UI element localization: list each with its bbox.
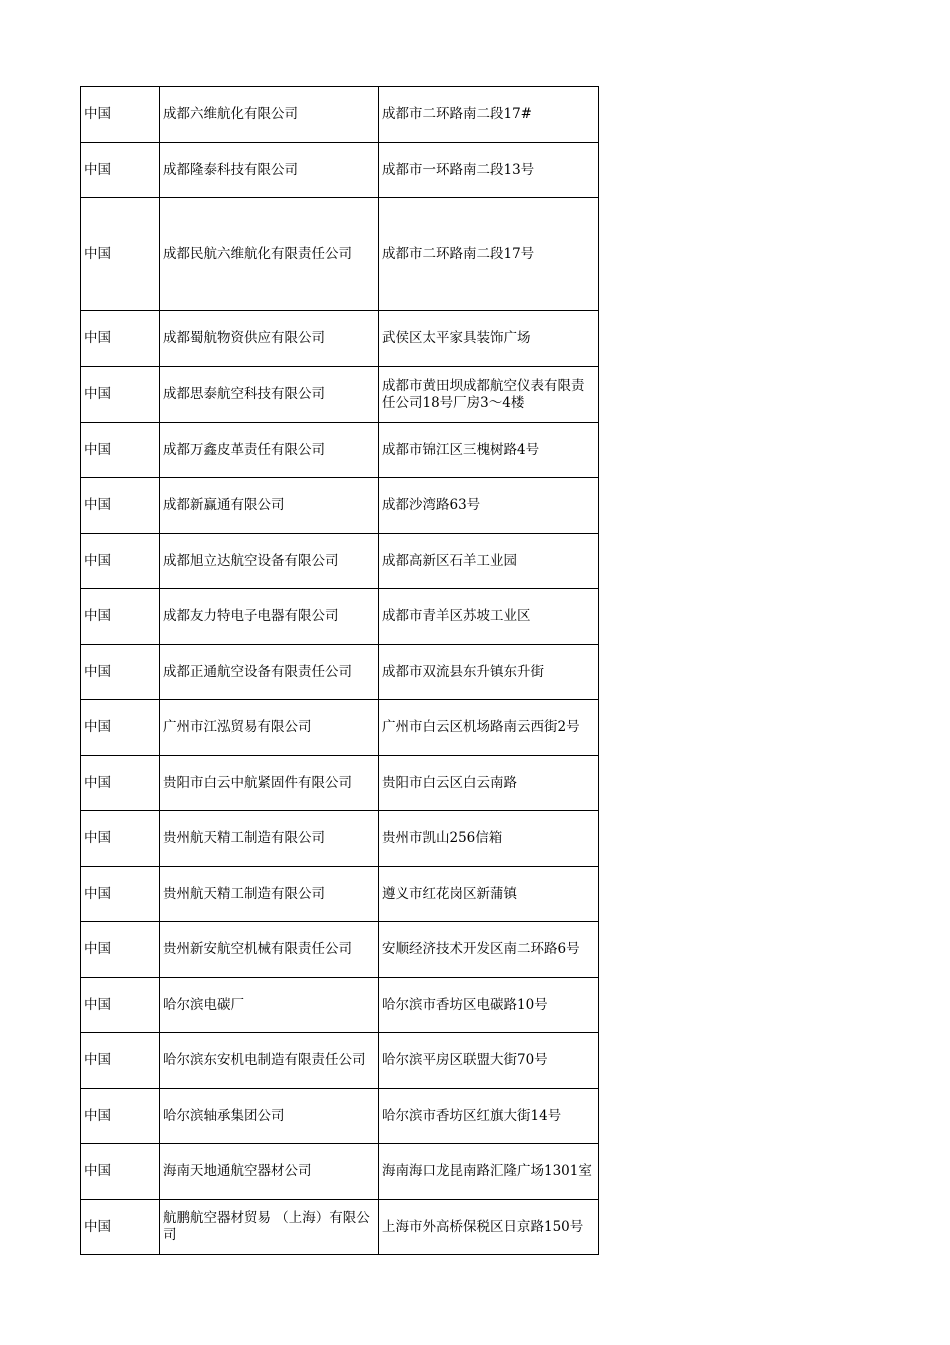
table-row — [81, 311, 599, 367]
address-cell: 贵阳市白云区白云南路 — [379, 756, 599, 811]
address-cell: 广州市白云区机场路南云西街2号 — [379, 700, 599, 756]
country-cell: 中国 — [81, 811, 160, 867]
country-cell: 中国 — [81, 87, 160, 143]
company-cell: 海南天地通航空器材公司 — [160, 1144, 379, 1200]
country-cell: 中国 — [81, 978, 160, 1033]
table-row — [81, 1144, 599, 1200]
table-row — [81, 1089, 599, 1144]
company-cell: 成都民航六维航化有限责任公司 — [160, 198, 379, 311]
company-cell: 贵阳市白云中航紧固件有限公司 — [160, 756, 379, 811]
company-cell: 成都思泰航空科技有限公司 — [160, 367, 379, 423]
company-cell: 广州市江泓贸易有限公司 — [160, 700, 379, 756]
country-cell: 中国 — [81, 756, 160, 811]
table-row — [81, 645, 599, 700]
company-cell: 成都隆泰科技有限公司 — [160, 143, 379, 198]
table-row — [81, 87, 599, 143]
country-cell: 中国 — [81, 367, 160, 423]
country-cell: 中国 — [81, 534, 160, 589]
supplier-table — [80, 86, 599, 1255]
address-cell: 遵义市红花岗区新蒲镇 — [379, 867, 599, 922]
table-row — [81, 756, 599, 811]
address-cell: 成都市二环路南二段17# — [379, 87, 599, 143]
address-cell: 上海市外高桥保税区日京路150号 — [379, 1200, 599, 1255]
address-cell: 成都市锦江区三槐树路4号 — [379, 423, 599, 478]
address-cell: 武侯区太平家具装饰广场 — [379, 311, 599, 367]
country-cell: 中国 — [81, 1089, 160, 1144]
company-cell: 成都六维航化有限公司 — [160, 87, 379, 143]
country-cell: 中国 — [81, 311, 160, 367]
country-cell: 中国 — [81, 922, 160, 978]
table-row — [81, 978, 599, 1033]
company-cell: 成都万鑫皮革责任有限公司 — [160, 423, 379, 478]
country-cell: 中国 — [81, 423, 160, 478]
table-row — [81, 198, 599, 311]
company-cell: 哈尔滨电碳厂 — [160, 978, 379, 1033]
address-cell: 成都市双流县东升镇东升街 — [379, 645, 599, 700]
address-cell: 成都市二环路南二段17号 — [379, 198, 599, 311]
table-body — [81, 87, 599, 1255]
country-cell: 中国 — [81, 700, 160, 756]
country-cell: 中国 — [81, 1200, 160, 1255]
country-cell: 中国 — [81, 478, 160, 534]
table-row — [81, 922, 599, 978]
company-cell: 成都友力特电子电器有限公司 — [160, 589, 379, 645]
company-cell: 成都新赢通有限公司 — [160, 478, 379, 534]
company-cell: 航鹏航空器材贸易 （上海）有限公司 — [160, 1200, 379, 1255]
table-row — [81, 811, 599, 867]
address-cell: 成都市一环路南二段13号 — [379, 143, 599, 198]
country-cell: 中国 — [81, 589, 160, 645]
company-cell: 成都旭立达航空设备有限公司 — [160, 534, 379, 589]
table-row — [81, 423, 599, 478]
company-cell: 贵州航天精工制造有限公司 — [160, 867, 379, 922]
company-cell: 贵州新安航空机械有限责任公司 — [160, 922, 379, 978]
address-cell: 哈尔滨市香坊区红旗大街14号 — [379, 1089, 599, 1144]
country-cell: 中国 — [81, 867, 160, 922]
country-cell: 中国 — [81, 1144, 160, 1200]
company-cell: 成都正通航空设备有限责任公司 — [160, 645, 379, 700]
company-cell: 成都蜀航物资供应有限公司 — [160, 311, 379, 367]
address-cell: 贵州市凯山256信箱 — [379, 811, 599, 867]
table-row — [81, 589, 599, 645]
address-cell: 成都高新区石羊工业园 — [379, 534, 599, 589]
table-row — [81, 367, 599, 423]
address-cell: 哈尔滨平房区联盟大街70号 — [379, 1033, 599, 1089]
address-cell: 成都市黄田坝成都航空仪表有限责任公司18号厂房3～4楼 — [379, 367, 599, 423]
country-cell: 中国 — [81, 1033, 160, 1089]
table-row — [81, 1200, 599, 1255]
address-cell: 哈尔滨市香坊区电碳路10号 — [379, 978, 599, 1033]
table-row — [81, 867, 599, 922]
country-cell: 中国 — [81, 645, 160, 700]
table-row — [81, 700, 599, 756]
company-cell: 贵州航天精工制造有限公司 — [160, 811, 379, 867]
company-cell: 哈尔滨轴承集团公司 — [160, 1089, 379, 1144]
country-cell: 中国 — [81, 198, 160, 311]
address-cell: 安顺经济技术开发区南二环路6号 — [379, 922, 599, 978]
table-row — [81, 1033, 599, 1089]
table-row — [81, 534, 599, 589]
table-row — [81, 478, 599, 534]
address-cell: 海南海口龙昆南路汇隆广场1301室 — [379, 1144, 599, 1200]
address-cell: 成都市青羊区苏坡工业区 — [379, 589, 599, 645]
company-cell: 哈尔滨东安机电制造有限责任公司 — [160, 1033, 379, 1089]
country-cell: 中国 — [81, 143, 160, 198]
address-cell: 成都沙湾路63号 — [379, 478, 599, 534]
table-row — [81, 143, 599, 198]
